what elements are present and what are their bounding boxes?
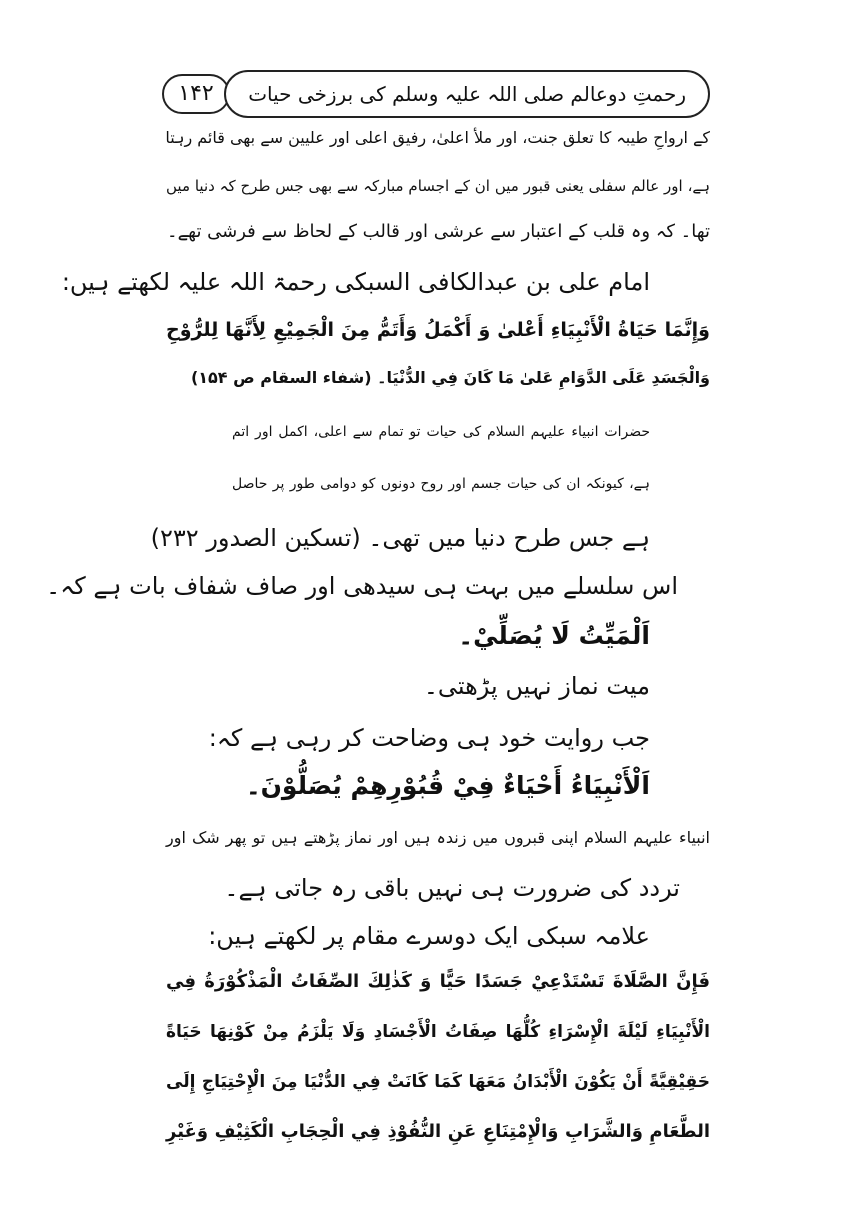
text-line: اس سلسلے میں بہت ہی سیدھی اور صاف شفاف بات ہے کہ۔ [46,572,678,600]
page-number: ۱۴۲ [162,74,230,114]
text-line: تردد کی ضرورت ہی نہیں باقی رہ جاتی ہے۔ [224,874,680,902]
arabic-quote-line: اَلْأَنْبِيَاءُ أَحْيَاءٌ فِيْ قُبُوْرِهِمْ يُصَلُّوْنَ۔ [245,771,650,800]
arabic-quote-line: وَالْجَسَدِ عَلَى الدَّوَامِ عَلىٰ مَا كَانَ فِي الدُّنْيَا۔ (شفاء السقام ص ۱۵۴) [190,368,710,387]
text-line: جب روایت خود ہی وضاحت کر رہی ہے کہ: [208,724,650,752]
text-line: کے ارواحِ طیبہ کا تعلق جنت، اور ملأ اعلیٰ، رفیق اعلی اور علیین سے بھی قائم رہتا [165,128,710,147]
arabic-quote-line: الْأَنْبِيَاءِ لَيْلَةَ الْإِسْرَاءِ كُلُّهَا صِفَاتُ الْأَجْسَادِ وَلَا يَلْزَمُ مِنْ كَوْنِهَا حَيَاةً [166,1022,710,1042]
translation-line: ہے جس طرح دنیا میں تھی۔ (تسکین الصدور ۲۳۲) [150,524,650,552]
translation-line: ہے، کیونکہ ان کی حیات جسم اور روح دونوں کو دوامی طور پر حاصل [232,476,650,492]
text-line: انبیاء علیہم السلام اپنی قبروں میں زندہ ہیں اور نماز پڑھتے ہیں تو پھر شک اور [166,828,710,847]
translation-line: میت نماز نہیں پڑھتی۔ [423,672,650,700]
running-title: رحمتِ دوعالم صلی اللہ علیہ وسلم کی برزخی حیات [224,70,710,118]
text-line: ہے، اور عالم سفلی یعنی قبور میں ان کے اجسام مبارکہ سے بھی جس طرح کہ دنیا میں [166,177,710,195]
arabic-quote-line: الطَّعَامِ وَالشَّرَابِ وَالْإِمْتِنَاعِ عَنِ النُّفُوْذِ فِي الْحِجَابِ الْكَثِيْفِ وَغَيْرِ [166,1121,710,1142]
translation-line: حضرات انبیاء علیہم السلام کی حیات تو تمام سے اعلی، اکمل اور اتم [232,424,650,440]
text-line: تھا۔ کہ وہ قلب کے اعتبار سے عرشی اور قالب کے لحاظ سے فرشی تھے۔ [167,221,710,242]
arabic-quote-line: فَإِنَّ الصَّلَاةَ تَسْتَدْعِيْ جَسَدًا حَيًّا وَ كَذٰلِكَ الصِّفَاتُ الْمَذْكُوْرَةُ فِي [166,971,710,992]
arabic-quote-line: حَقِيْقِيَّةً أَنْ يَكُوْنَ الْأَبْدَانُ مَعَهَا كَمَا كَانَتْ فِي الدُّنْيَا مِنَ الْإِحْتِيَاجِ إِلَى [166,1072,710,1092]
text-line: علامہ سبکی ایک دوسرے مقام پر لکھتے ہیں: [208,922,650,950]
text-line: امام علی بن عبدالکافی السبکی رحمۃ اللہ علیہ لکھتے ہیں: [61,268,650,296]
arabic-quote-line: وَإِنَّمَا حَيَاةُ الْأَنْبِيَاءِ أَعْلىٰ وَ أَكْمَلُ وَأَتَمُّ مِنَ الْجَمِيْعِ لِأَنَّهَا لِلرُّوْحِ [166,319,710,341]
arabic-quote-line: اَلْمَيِّتُ لَا يُصَلِّيْ۔ [458,621,650,650]
